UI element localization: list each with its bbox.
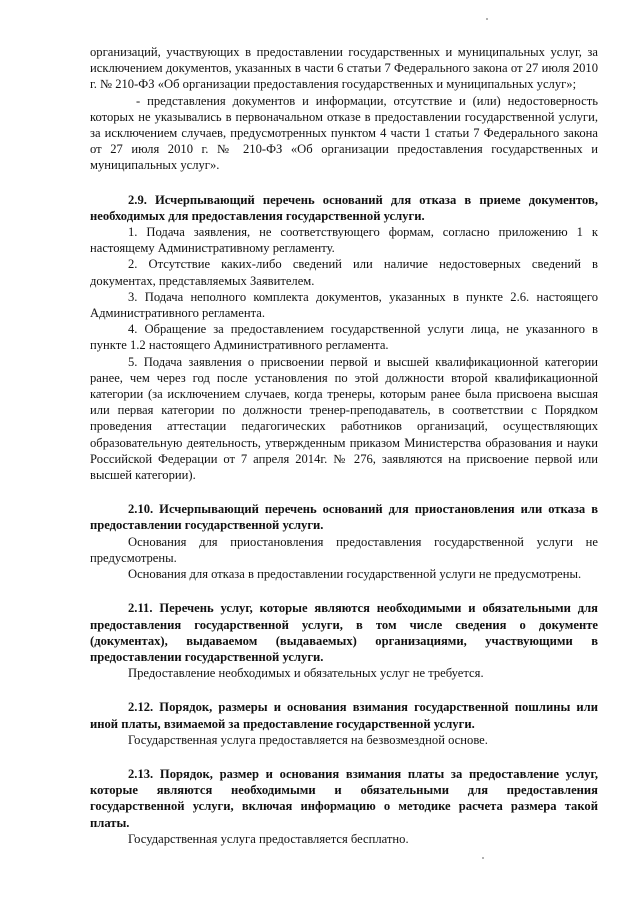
section-2-9-item-5: 5. Подача заявления о присвоении первой и высшей квалификационной категории ранее, чем через год после установления по этой должности второй квалификационной категории (за исключением случаев, когда тренеры, которым ранее была присвоена высшая или первая категории по должности тренер-преподаватель, в соответствии с Порядком проведения аттестации педагогических работников организаций, осуществляющих образовательную деятельность, утвержденным приказом Министерства образования и науки Российской Федерации от 7 апреля 2014г. № 276, заявляются на присвоение первой или высшей категории).	[90, 354, 598, 483]
section-2-9-heading: 2.9. Исчерпывающий перечень оснований для отказа в приеме документов, необходимых для предоставления государственной услуги.	[90, 192, 598, 223]
section-2-9-item-1: 1. Подача заявления, не соответствующего формам, согласно приложению 1 к настоящему Административному регламенту.	[90, 225, 598, 256]
section-2-12-paragraph-1: Государственная услуга предоставляется на безвозмездной основе.	[128, 732, 488, 747]
section-2-10-paragraph-2: Основания для отказа в предоставлении государственной услуги не предусмотрены.	[128, 567, 582, 582]
section-2-11-heading: 2.11. Перечень услуг, которые являются необходимыми и обязательными для предоставления государственной услуги, в том числе сведения о документе (документах), выдаваемом (выдаваемых) организациями, участвующими в предоставлении государственной услуги.	[90, 601, 598, 664]
scan-mark-bottom	[482, 857, 484, 859]
section-2-13-heading: 2.13. Порядок, размер и основания взимания платы за предоставление услуг, которые являются необходимыми и обязательными для предоставления государственной услуги, включая информацию о методике расчета размера такой платы.	[90, 766, 598, 830]
document-page	[90, 44, 598, 847]
section-2-10-paragraph-1: Основания для приостановления предоставления государственной услуги не предусмотрены.	[90, 534, 598, 565]
intro-paragraph-1: организаций, участвующих в предоставлении государственных и муниципальных услуг, за исключением документов, указанных в части 6 статьи 7 Федерального закона от 27 июля 2010 г. № 210-ФЗ «Об организации предоставления государственных и муниципальных услуг»;	[90, 45, 598, 92]
section-2-9-item-2: 2. Отсутствие каких-либо сведений или наличие недостоверных сведений в документах, представляемых Заявителем.	[90, 257, 598, 288]
section-2-12-heading: 2.12. Порядок, размеры и основания взимания государственной пошлины или иной платы, взимаемой за предоставление государственной услуги.	[90, 700, 598, 731]
scan-mark-top	[486, 18, 488, 20]
section-2-13-paragraph-1: Государственная услуга предоставляется бесплатно.	[128, 831, 409, 846]
section-2-10-heading: 2.10. Исчерпывающий перечень оснований для приостановления или отказа в предоставлении государственной услуги.	[90, 502, 598, 533]
section-2-9-item-3: 3. Подача неполного комплекта документов, указанных в пункте 2.6. настоящего Административного регламента.	[90, 289, 598, 321]
intro-paragraph-2: - представления документов и информации, отсутствие и (или) недостоверность которых не указывались в первоначальном отказе в предоставлении государственной услуги, за исключением случаев, предусмотренных пунктом 4 части 1 статьи 7 Федерального закона от 27 июля 2010 г. № 210-ФЗ «Об организации предоставления государственных и муниципальных услуг».	[90, 93, 598, 173]
section-2-11-paragraph-1: Предоставление необходимых и обязательных услуг не требуется.	[128, 666, 484, 681]
section-2-9-item-4: 4. Обращение за предоставлением государственной услуги лица, не указанного в пункте 1.2 настоящего Административного регламента.	[90, 322, 598, 353]
